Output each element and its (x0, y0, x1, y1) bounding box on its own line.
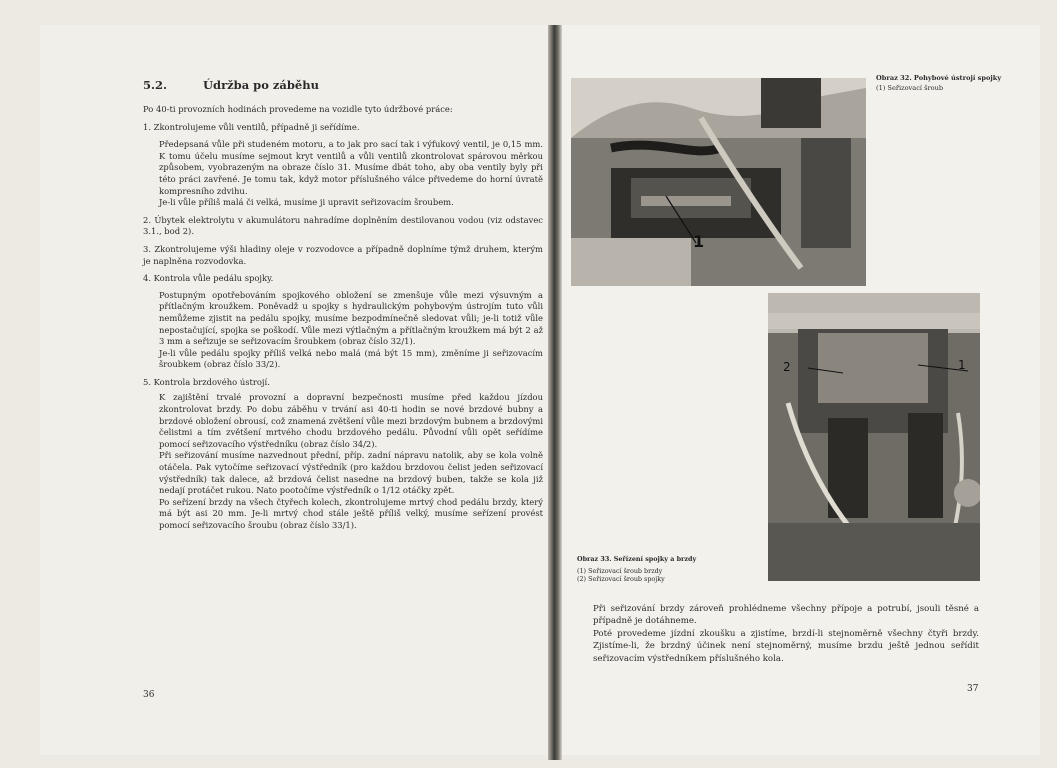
figure-33-legend-1: (1) Seřizovací šroub brzdy (577, 567, 663, 575)
item-4-para-2: Je-li vůle pedálu spojky příliš velká nebo malá (má být 15 mm), změníme ji seřizovacím šroubkem (obraz číslo 33/2). (159, 347, 543, 370)
section-heading (143, 78, 319, 92)
figure-32-title: Obraz 32. Pohybové ústrojí spojky (876, 74, 1002, 82)
section-number: 5.2. (143, 78, 168, 92)
right-para-2: Poté provedeme jízdní zkoušku a zjistíme, brzdí-li stejnoměrně všechny čtyři brzdy. Zjistíme-li, že brzdný účinek není stejnoměrný, musíme brzdu ještě jednou seřídit seřizovacím výstředníkem příslušného kola. (593, 628, 979, 664)
item-1-lead: 1. Zkontrolujeme vůli ventilů, případně ji seřídíme. (143, 121, 360, 132)
item-4-lead: 4. Kontrola vůle pedálu spojky. (143, 273, 274, 284)
left-page-body (143, 104, 543, 532)
figure-33-legend-2: (2) Seřizovací šroub spojky (577, 575, 665, 583)
figure-33-title: Obraz 33. Seřízení spojky a brzdy (577, 555, 697, 563)
book-gutter (548, 25, 562, 760)
page-number-right: 37 (967, 684, 979, 694)
item-5-para-2: Při seřizování musíme nazvednout přední, příp. zadní nápravu natolik, aby se kola volně otáčela. Pak vytočíme seřizovací výstředník (pro každou brzdovou čelist jeden seřizovací výstředník) tak dalece, až brzdová čelist nasedne na brzdový buben, takže se kola již nedají protáčet rukou. Nato pootočíme výstředník o 1/12 otáčky zpět. (159, 450, 543, 496)
item-4-para-1: Postupným opotřebováním spojkového obložení se zmenšuje vůle mezi výsuvným a přítlačným kroužkem. Poněvadž u spojky s hydraulickým pohybovým ústrojím tuto vůli nemůžeme zjistit na pedálu spojky, musíme bezpodmínečně sledovat vůli; je-li totiž vůle nepostačující, spojka se poškodí. Vůle mezi výtlačným a přítlačným kroužkem má být 2 až 3 mm a seřizuje se seřizovacím šroubkem (obraz číslo 32/1). (159, 289, 543, 347)
page-number-left: 36 (143, 690, 155, 700)
figure-33-callout-1: 1 (958, 358, 966, 372)
figure-32-legend: (1) Seřizovací šroub (876, 84, 944, 93)
figure-33-caption (577, 555, 767, 583)
figure-32-caption (876, 74, 1016, 93)
figure-33-callout-2: 2 (783, 360, 791, 374)
right-page-body (593, 603, 979, 665)
right-para-1: Při seřizování brzdy zároveň prohlédneme všechny přípoje a potrubí, jsouli těsné a případně je dotáhneme. (593, 604, 979, 627)
item-2-lead: 2. Úbytek elektrolytu v akumulátoru nahradíme doplněním destilovanou vodou (viz odstavec 3.1., bod 2). (143, 214, 543, 237)
intro-paragraph: Po 40-ti provozních hodinách provedeme na vozidle tyto údržbové práce: (143, 104, 453, 114)
figure-32-callout-1: 1 (693, 232, 705, 251)
item-5-para-3: Po seřízení brzdy na všech čtyřech kolech, zkontrolujeme mrtvý chod pedálu brzdy, který má být asi 20 mm. Je-li mrtvý chod stále ještě příliš velký, musíme seřízení provést pomocí seřizovacího šroubu (obraz číslo 33/1). (159, 496, 543, 530)
item-3-lead: 3. Zkontrolujeme výši hladiny oleje v rozvodovce a případně doplníme týmž druhem, kterým je naplněna rozvodovka. (143, 243, 543, 266)
item-5-para-1: K zajištění trvalé provozní a dopravní bezpečnosti musíme před každou jízdou zkontrolovat brzdy. Po dobu záběhu v trvání asi 40-ti hodin se nové brzdové bubny a brzdové obložení obrousí, což znamená zvětšení vůle mezi brzdovým bubnem a brzdovými čelistmi a tím zvětšení mrtvého chodu brzdového pedálu. Původní vůli opět seřídíme pomocí seřizovacího výstředníku (obraz číslo 34/2). (159, 392, 543, 449)
section-title: Údržba po záběhu (203, 78, 319, 92)
figure-32-photo (571, 78, 866, 286)
item-1-para-2: Je-li vůle příliš malá či velká, musíme ji upravit seřizovacím šroubem. (159, 197, 454, 208)
item-1-para-1: Předepsaná vůle při studeném motoru, a to jak pro sací tak i výfukový ventil, je 0,15 mm. K tomu účelu musíme sejmout kryt ventilů a vůli ventilů zkontrolovat spárovou měrkou způsobem, vyobrazeným na obraze číslo 31. Musíme dbát toho, aby oba ventily byly při této práci zavřené. Je tomu tak, když motor příslušného válce přivedeme do horní úvratě kompresního zdvihu. (159, 139, 543, 196)
figure-33-photo (768, 293, 980, 581)
item-5-lead: 5. Kontrola brzdového ústrojí. (143, 376, 270, 387)
